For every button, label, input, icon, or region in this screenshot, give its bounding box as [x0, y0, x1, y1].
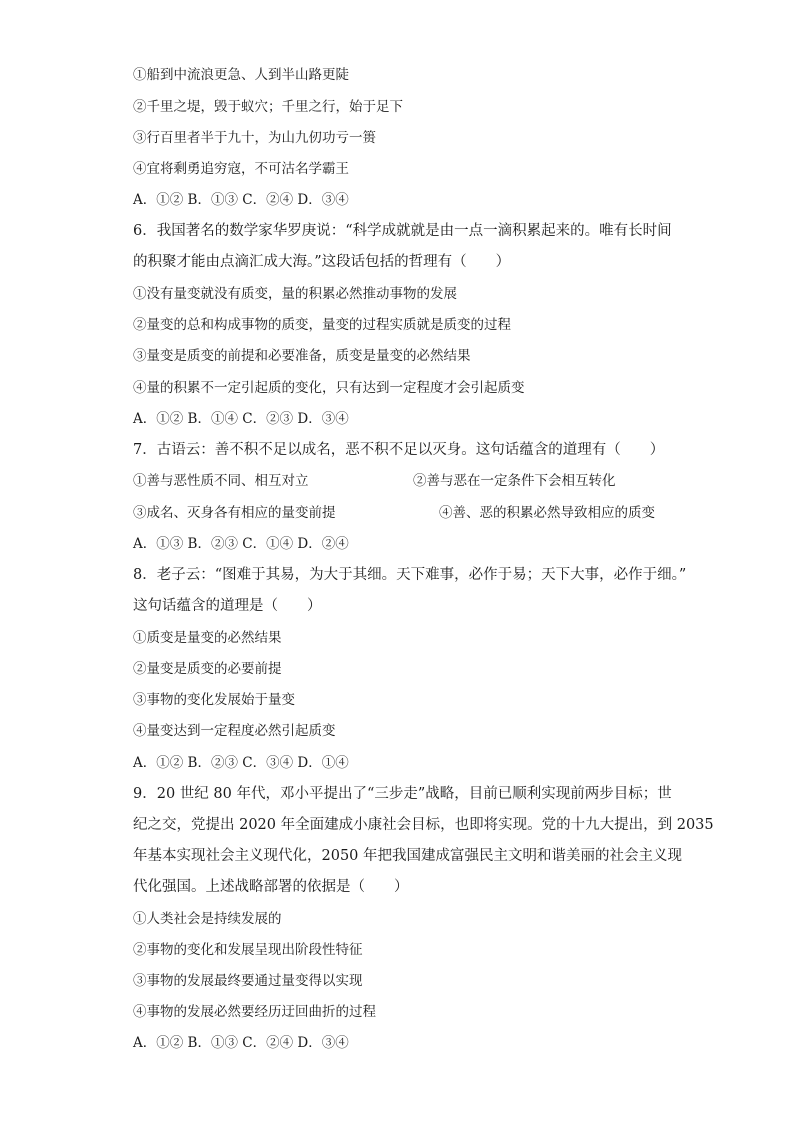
q5-option-3: ③行百里者半于九十，为山九仞功亏一篑	[133, 130, 376, 146]
q6-option-3: ③量变是质变的前提和必要准备，质变是量变的必然结果	[133, 348, 471, 364]
q5-option-2: ②千里之堤，毁于蚁穴；千里之行，始于足下	[133, 99, 403, 115]
q8-answer-choices: A．①② B．②③ C．③④ D．①④	[133, 755, 349, 771]
q7-stem: 7．古语云：善不积不足以成名，恶不积不足以灭身。这句话蕴含的道理有（ ）	[133, 442, 665, 458]
q8-option-4: ④量变达到一定程度必然引起质变	[133, 723, 336, 739]
q9-stem-line-2: 纪之交，党提出 2020 年全面建成小康社会目标，也即将实现。党的十九大提出，到 2035	[133, 817, 714, 833]
q8-stem-line-2: 这句话蕴含的道理是（ ）	[133, 598, 322, 614]
q7-option-2: ②善与恶在一定条件下会相互转化	[413, 473, 616, 489]
q9-option-4: ④事物的发展必然要经历迂回曲折的过程	[133, 1004, 376, 1020]
q9-stem-line-3: 年基本实现社会主义现代化，2050 年把我国建成富强民主文明和谐美丽的社会主义现	[133, 848, 683, 864]
q7-option-1: ①善与恶性质不同、相互对立	[133, 473, 309, 489]
q7-option-row-2	[133, 504, 655, 522]
q8-option-3: ③事物的变化发展始于量变	[133, 692, 295, 708]
q5-option-4: ④宜将剩勇追穷寇，不可沽名学霸王	[133, 161, 349, 177]
q6-option-1: ①没有量变就没有质变，量的积累必然推动事物的发展	[133, 286, 457, 302]
q5-option-1: ①船到中流浪更急、人到半山路更陡	[133, 67, 349, 83]
q6-option-2: ②量变的总和构成事物的质变，量变的过程实质就是质变的过程	[133, 317, 511, 333]
q8-option-1: ①质变是量变的必然结果	[133, 630, 282, 646]
q6-stem-line-2: 的积聚才能由点滴汇成大海。”这段话包括的哲理有（ ）	[133, 254, 511, 270]
q7-option-4: ④善、恶的积累必然导致相应的质变	[439, 505, 655, 521]
q9-stem-line-4: 代化强国。上述战略部署的依据是（ ）	[133, 879, 409, 895]
q7-option-3: ③成名、灭身各有相应的量变前提	[133, 505, 336, 521]
q9-answer-choices: A．①② B．①③ C．②④ D．③④	[133, 1035, 349, 1051]
q7-answer-choices: A．①③ B．②③ C．①④ D．②④	[133, 536, 349, 552]
q9-stem-line-1: 9．20 世纪 80 年代，邓小平提出了“三步走”战略，目前已顺利实现前两步目标；世	[133, 786, 672, 802]
q8-option-2: ②量变是质变的必要前提	[133, 661, 282, 677]
q9-option-2: ②事物的变化和发展呈现出阶段性特征	[133, 942, 363, 958]
q8-stem-line-1: 8．老子云：“图难于其易，为大于其细。天下难事，必作于易；天下大事，必作于细。”	[133, 567, 687, 583]
q7-option-row-1	[133, 472, 616, 490]
q9-option-1: ①人类社会是持续发展的	[133, 911, 282, 927]
q6-option-4: ④量的积累不一定引起质的变化，只有达到一定程度才会引起质变	[133, 380, 525, 396]
q6-stem-line-1: 6．我国著名的数学家华罗庚说：“科学成就就是由一点一滴积累起来的。唯有长时间	[133, 223, 672, 239]
q6-answer-choices: A．①② B．①④ C．②③ D．③④	[133, 411, 349, 427]
q5-answer-choices: A．①② B．①③ C．②④ D．③④	[133, 192, 349, 208]
q9-option-3: ③事物的发展最终要通过量变得以实现	[133, 973, 363, 989]
